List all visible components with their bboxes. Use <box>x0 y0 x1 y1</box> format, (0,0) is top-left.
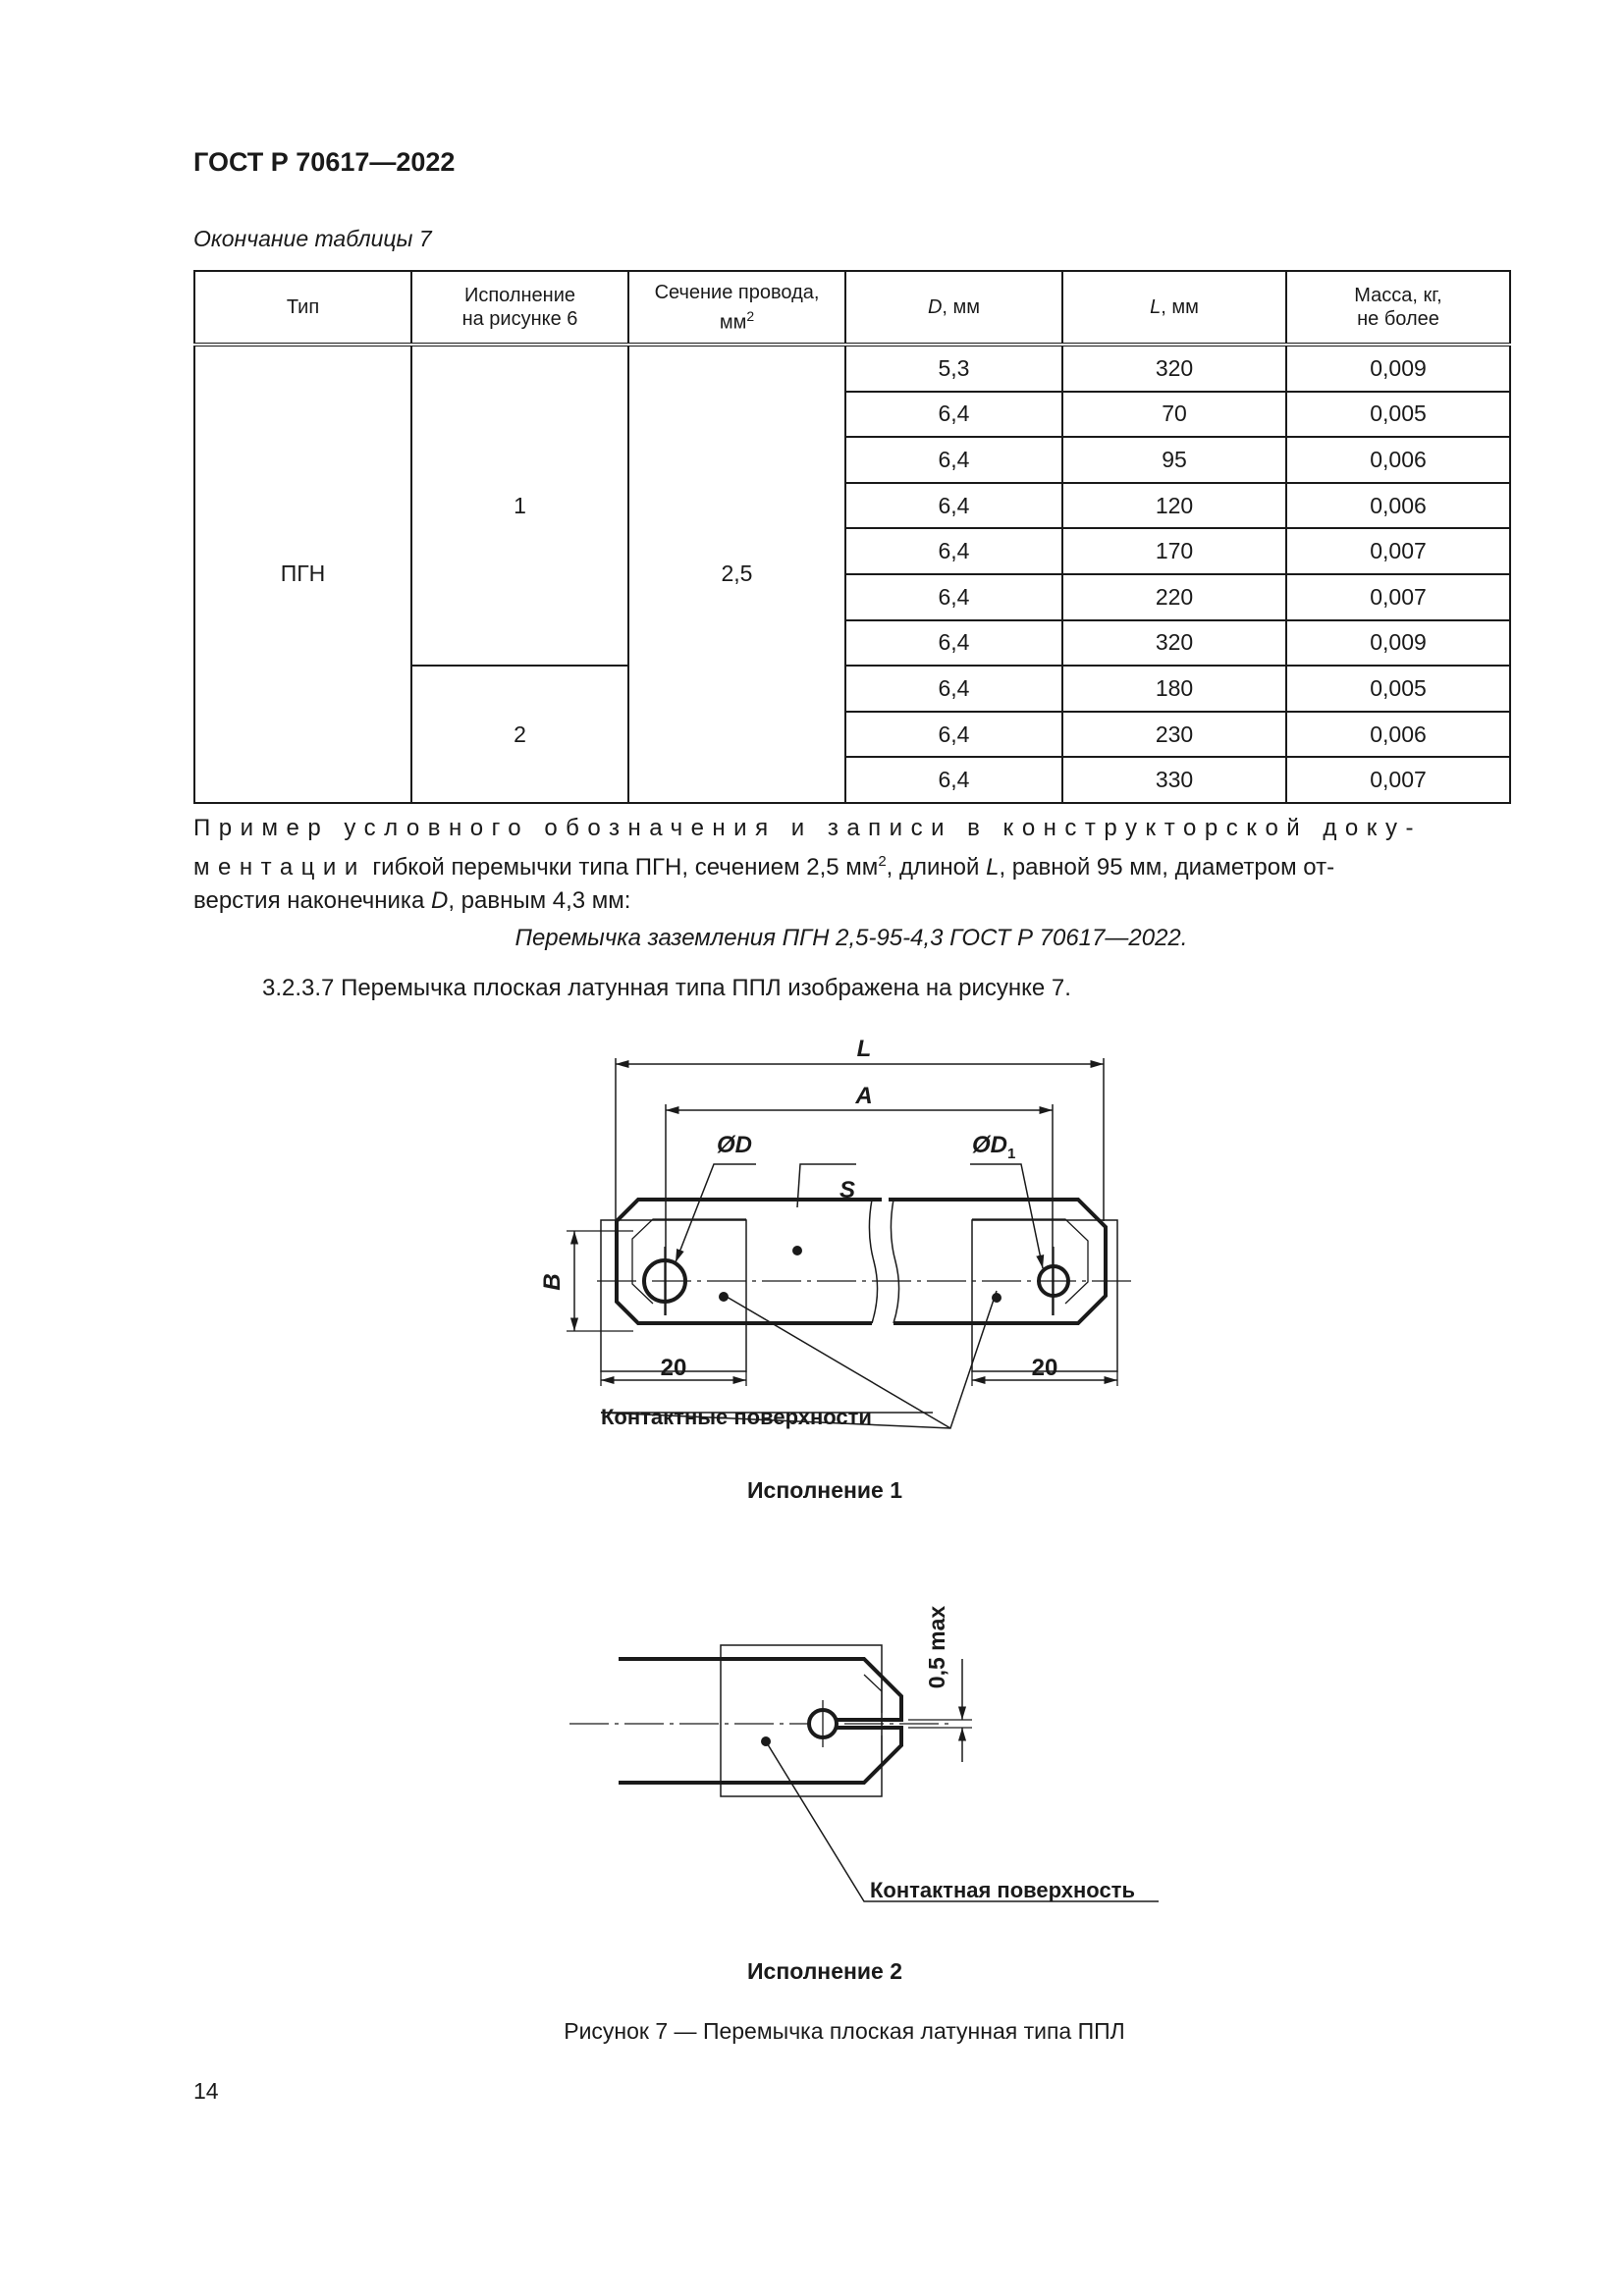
cell-d: 6,4 <box>845 528 1062 574</box>
cell-mass: 0,009 <box>1286 620 1510 667</box>
dim-20-left: 20 <box>660 1355 687 1381</box>
header-section: Сечение провода, $мм^2$ <box>628 271 845 345</box>
cell-mass: 0,007 <box>1286 757 1510 803</box>
cell-d: 6,4 <box>845 574 1062 620</box>
table-header-row <box>194 271 1510 345</box>
contact-surfaces-label: Контактные поверхности <box>601 1405 872 1429</box>
contact-dot <box>792 1246 802 1255</box>
designation-example: Перемычка заземления ПГН 2,5-95-4,3 ГОСТ Р 70617—2022. <box>514 925 1188 951</box>
example-paragraph: Пример условного обозначения и записи в конструкторской доку- ментации гибкой перемычки типа ПГН, сечением 2,5 $мм^2$, длиной L, равной 95 мм, диаметром от- верстия наконечника D, равным 4,3 мм: <box>193 815 1422 914</box>
dim-20-right: 20 <box>1031 1355 1058 1381</box>
cell-mass: 0,005 <box>1286 392 1510 438</box>
cell-d: 6,4 <box>845 437 1062 483</box>
header-d: D, мм <box>845 271 1062 345</box>
cell-d: 6,4 <box>845 757 1062 803</box>
contact-dot <box>761 1736 771 1746</box>
variant-1-label: Исполнение 1 <box>747 1477 902 1503</box>
cell-l: 330 <box>1062 757 1286 803</box>
document-header: ГОСТ Р 70617—2022 <box>193 147 456 177</box>
cell-d: 5,3 <box>845 345 1062 392</box>
cell-mass: 0,009 <box>1286 345 1510 392</box>
header-type: Тип <box>194 271 411 345</box>
contact-dot <box>992 1293 1001 1303</box>
table-caption: Окончание таблицы 7 <box>193 226 432 251</box>
cell-type: ПГН <box>194 345 411 803</box>
cell-l: 70 <box>1062 392 1286 438</box>
cell-mass: 0,006 <box>1286 712 1510 758</box>
dim-D-label: ØD <box>717 1132 752 1158</box>
cell-mass: 0,007 <box>1286 528 1510 574</box>
contact-surface-label: Контактная поверхность <box>870 1878 1135 1902</box>
cell-variant-1: 1 <box>411 345 628 666</box>
dim-S-label: S <box>839 1177 856 1203</box>
cell-d: 6,4 <box>845 483 1062 529</box>
cell-mass: 0,007 <box>1286 574 1510 620</box>
variant-2-label: Исполнение 2 <box>747 1958 902 1984</box>
dim-A-label: A <box>855 1083 873 1109</box>
cell-variant-2: 2 <box>411 666 628 803</box>
table-7 <box>193 270 1511 804</box>
dim-L-label: L <box>856 1036 872 1062</box>
cell-l: 180 <box>1062 666 1286 712</box>
dim-B-label: B <box>539 1273 566 1291</box>
cell-l: 320 <box>1062 620 1286 667</box>
cell-l: 220 <box>1062 574 1286 620</box>
cell-l: 230 <box>1062 712 1286 758</box>
figure-variant-1-drawing <box>0 1021 1624 1472</box>
cell-d: 6,4 <box>845 620 1062 667</box>
cell-l: 120 <box>1062 483 1286 529</box>
dim-D1-label: $ØD_1$ <box>972 1132 1016 1162</box>
cell-l: 95 <box>1062 437 1286 483</box>
table-row <box>194 345 1510 392</box>
clause-text: 3.2.3.7 Перемычка плоская латунная типа ППЛ изображена на рисунке 7. <box>262 975 1071 1001</box>
page-number: 14 <box>193 2078 219 2104</box>
cell-section: 2,5 <box>628 345 845 803</box>
figure-caption: Рисунок 7 — Перемычка плоская латунная типа ППЛ <box>564 2018 1125 2044</box>
cell-l: 320 <box>1062 345 1286 392</box>
cell-mass: 0,006 <box>1286 437 1510 483</box>
contact-dot <box>719 1292 729 1302</box>
figure-variant-2-drawing <box>0 1580 1624 1944</box>
cell-mass: 0,005 <box>1286 666 1510 712</box>
header-mass: Масса, кг, не более <box>1286 271 1510 345</box>
cell-d: 6,4 <box>845 666 1062 712</box>
header-l: L, мм <box>1062 271 1286 345</box>
cell-d: 6,4 <box>845 392 1062 438</box>
gap-dimension-label: 0,5 max <box>924 1605 949 1689</box>
cell-mass: 0,006 <box>1286 483 1510 529</box>
cell-d: 6,4 <box>845 712 1062 758</box>
header-variant: Исполнение на рисунке 6 <box>411 271 628 345</box>
cell-l: 170 <box>1062 528 1286 574</box>
